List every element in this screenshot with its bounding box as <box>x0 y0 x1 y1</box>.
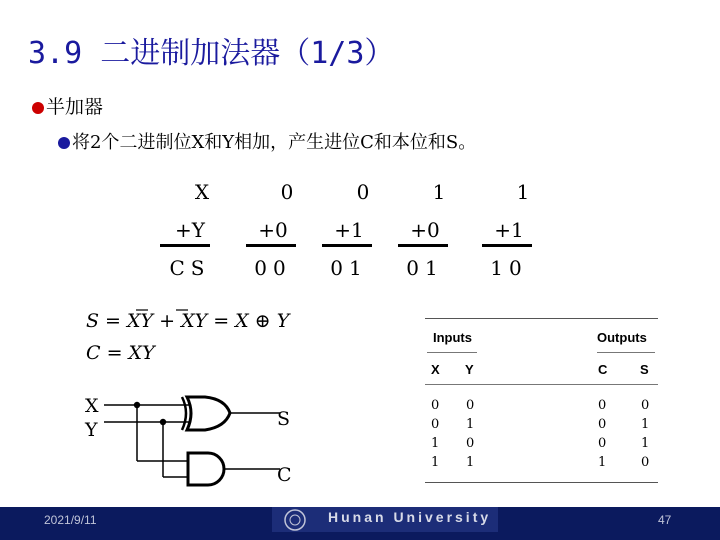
half-adder-circuit <box>80 385 310 495</box>
table-cell: 0 <box>466 398 475 413</box>
header-x: X <box>431 362 440 377</box>
example-r1-c2: 0 <box>356 180 370 204</box>
example-r2-c3: +0 <box>410 218 440 242</box>
table-cell: 0 <box>641 398 650 413</box>
table-cell: 1 <box>641 436 650 451</box>
output-s-label: S <box>277 408 291 430</box>
table-cell: 0 <box>598 436 607 451</box>
table-cell: 0 <box>641 455 650 470</box>
input-y-label: Y <box>85 419 98 441</box>
table-cell: 0 <box>431 398 440 413</box>
example-r3-c1: 00 <box>254 256 292 280</box>
example-r2-c0: +Y <box>175 218 205 242</box>
bullet-level1-text: 半加器 <box>46 96 104 118</box>
example-r3-c3: 01 <box>406 256 444 280</box>
example-r3-c2: 01 <box>330 256 368 280</box>
equation-c: C = XY <box>86 342 155 364</box>
table-cell: 0 <box>431 417 440 432</box>
and-gate <box>188 453 224 485</box>
table-cell: 0 <box>598 398 607 413</box>
example-r3-c4: 10 <box>490 256 528 280</box>
bullet-dot-icon <box>58 137 70 149</box>
header-y: Y <box>465 362 474 377</box>
example-r1-c4: 1 <box>516 180 530 204</box>
example-r1-c0: X <box>194 180 210 204</box>
sum-underline <box>160 244 210 247</box>
table-cell: 0 <box>598 417 607 432</box>
example-r1-c1: 0 <box>280 180 294 204</box>
example-r2-c4: +1 <box>494 218 524 242</box>
slide-title: 3.9 二进制加法器（1/3） <box>28 36 395 71</box>
input-x-label: X <box>85 395 99 417</box>
example-r2-c1: +0 <box>258 218 288 242</box>
truth-table <box>425 318 660 488</box>
table-cell: 1 <box>466 417 475 432</box>
sum-underline <box>322 244 372 247</box>
xor-gate <box>182 397 230 430</box>
table-cell: 1 <box>431 455 440 470</box>
sum-underline <box>398 244 448 247</box>
half-adder-equations <box>82 300 312 370</box>
output-c-label: C <box>277 464 292 486</box>
sum-underline <box>246 244 296 247</box>
table-cell: 1 <box>641 417 650 432</box>
table-cell: 1 <box>431 436 440 451</box>
header-c: C <box>598 362 608 377</box>
bullet-level2-text: 将2个二进制位X和Y相加，产生进位C和本位和S。 <box>72 132 477 153</box>
university-seal-icon <box>280 508 310 532</box>
footer-university: Hunan University <box>328 509 492 525</box>
example-r3-c0: CS <box>169 256 211 280</box>
sum-underline <box>482 244 532 247</box>
example-r1-c3: 1 <box>432 180 446 204</box>
footer-date: 2021/9/11 <box>44 513 97 527</box>
equation-s: S = XY + XY = X ⊕ Y <box>86 310 290 332</box>
footer-bar <box>0 507 720 540</box>
table-cell: 0 <box>466 436 475 451</box>
bullet-dot-icon <box>32 102 44 114</box>
example-r2-c2: +1 <box>334 218 364 242</box>
outputs-group-header: Outputs <box>597 330 647 345</box>
footer-page-number: 47 <box>658 513 672 527</box>
table-cell: 1 <box>466 455 475 470</box>
bullet-level1 <box>32 92 103 119</box>
table-cell: 1 <box>598 455 607 470</box>
bullet-level2 <box>58 128 476 154</box>
header-s: S <box>640 362 649 377</box>
inputs-group-header: Inputs <box>433 330 472 345</box>
